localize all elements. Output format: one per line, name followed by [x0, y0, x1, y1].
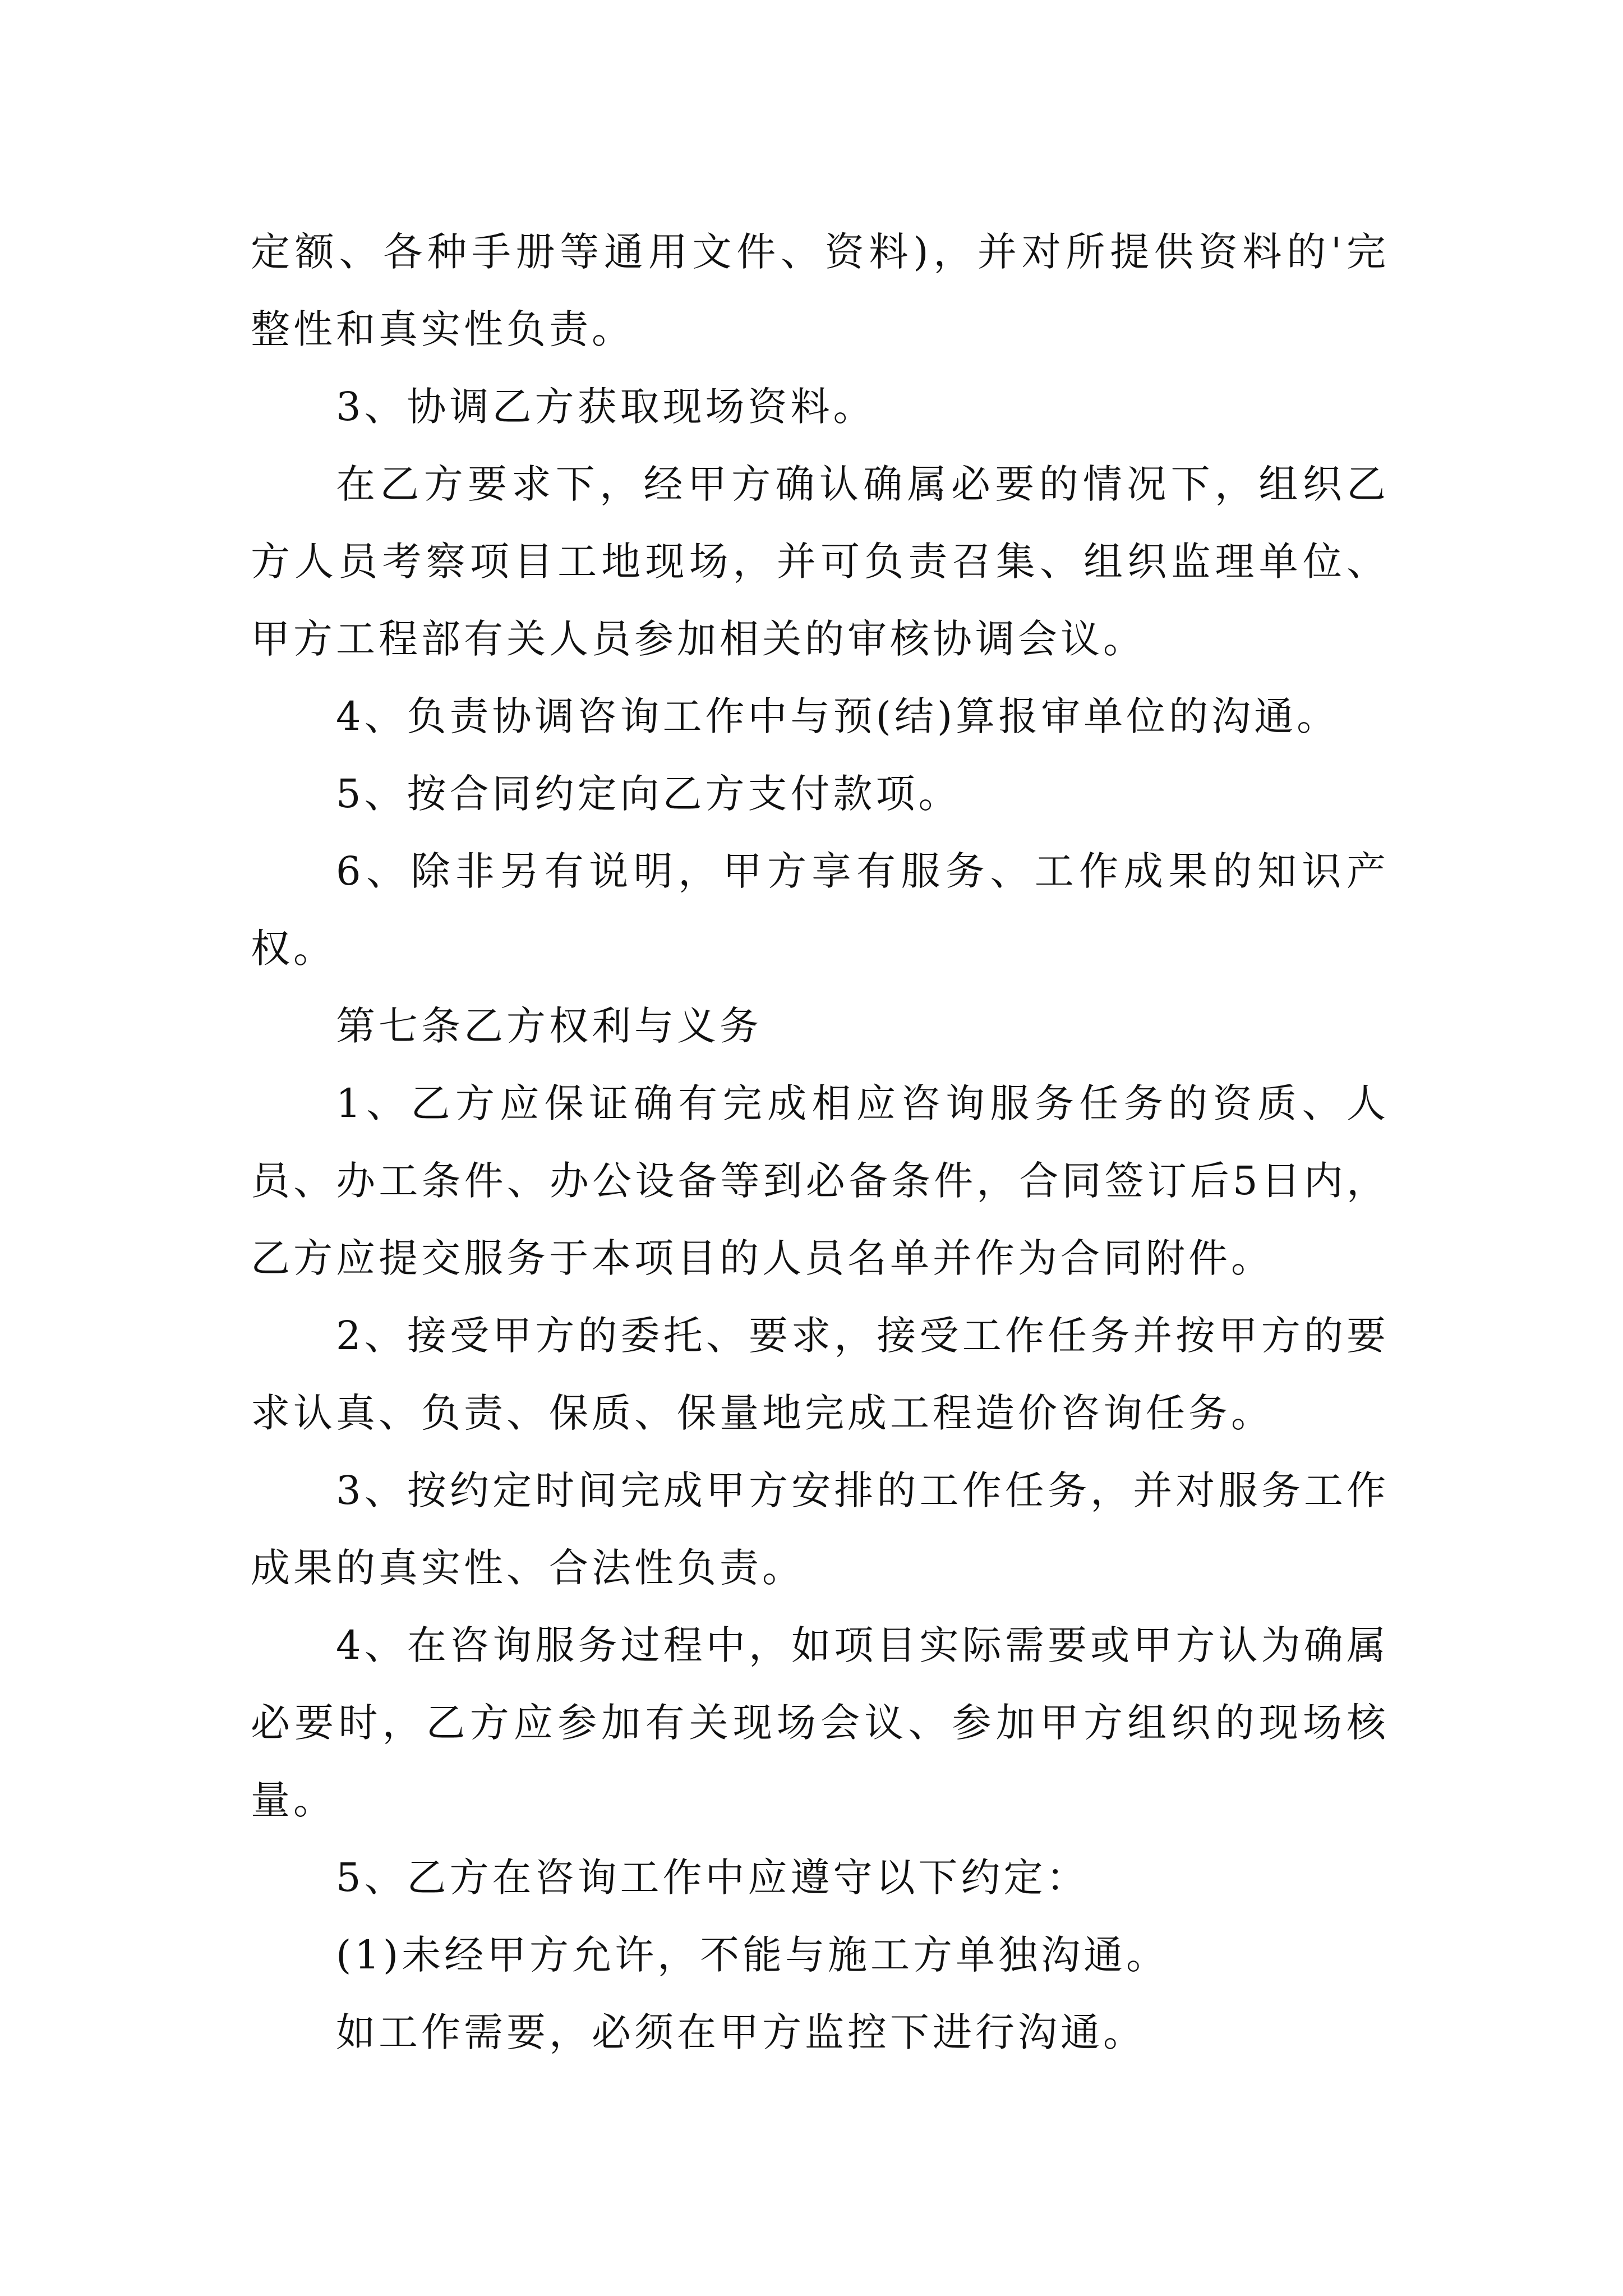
section-heading-article-7: 第七条乙方权利与义务	[336, 1003, 762, 1049]
paragraph-continuation: 定额、各种手册等通用文件、资料)，并对所提供资料的'完整性和真实性负责。	[251, 229, 1389, 352]
paragraph-item-4: 4、负责协调咨询工作中与预(结)算报审单位的沟通。	[336, 693, 1340, 739]
paragraph-b-item-4: 4、在咨询服务过程中，如项目实际需要或甲方认为确属必要时，乙方应参加有关现场会议、参加甲方组织的现场核量。	[251, 1622, 1389, 1823]
paragraph-item-3: 3、协调乙方获取现场资料。	[336, 384, 876, 430]
paragraph-b-item-5-note: 如工作需要，必须在甲方监控下进行沟通。	[336, 2009, 1146, 2055]
document-body	[251, 213, 1389, 2071]
paragraph-b-item-1: 1、乙方应保证确有完成相应咨询服务任务的资质、人员、办工条件、办公设备等到必备条件，合同签订后5日内，乙方应提交服务于本项目的人员名单并作为合同附件。	[251, 1080, 1389, 1281]
paragraph-site-inspection: 在乙方要求下，经甲方确认确属必要的情况下，组织乙方人员考察项目工地现场，并可负责召集、组织监理单位、甲方工程部有关人员参加相关的审核协调会议。	[251, 461, 1389, 662]
paragraph-b-item-3: 3、按约定时间完成甲方安排的工作任务，并对服务工作成果的真实性、合法性负责。	[251, 1467, 1389, 1591]
paragraph-b-item-5: 5、乙方在咨询工作中应遵守以下约定：	[336, 1855, 1089, 1901]
paragraph-b-item-2: 2、接受甲方的委托、要求，接受工作任务并按甲方的要求认真、负责、保质、保量地完成工程造价咨询任务。	[251, 1313, 1389, 1436]
paragraph-item-5: 5、按合同约定向乙方支付款项。	[336, 771, 961, 817]
paragraph-b-item-5-sub-1: (1)未经甲方允许，不能与施工方单独沟通。	[336, 1932, 1169, 1978]
paragraph-item-6: 6、除非另有说明，甲方享有服务、工作成果的知识产权。	[251, 848, 1389, 972]
